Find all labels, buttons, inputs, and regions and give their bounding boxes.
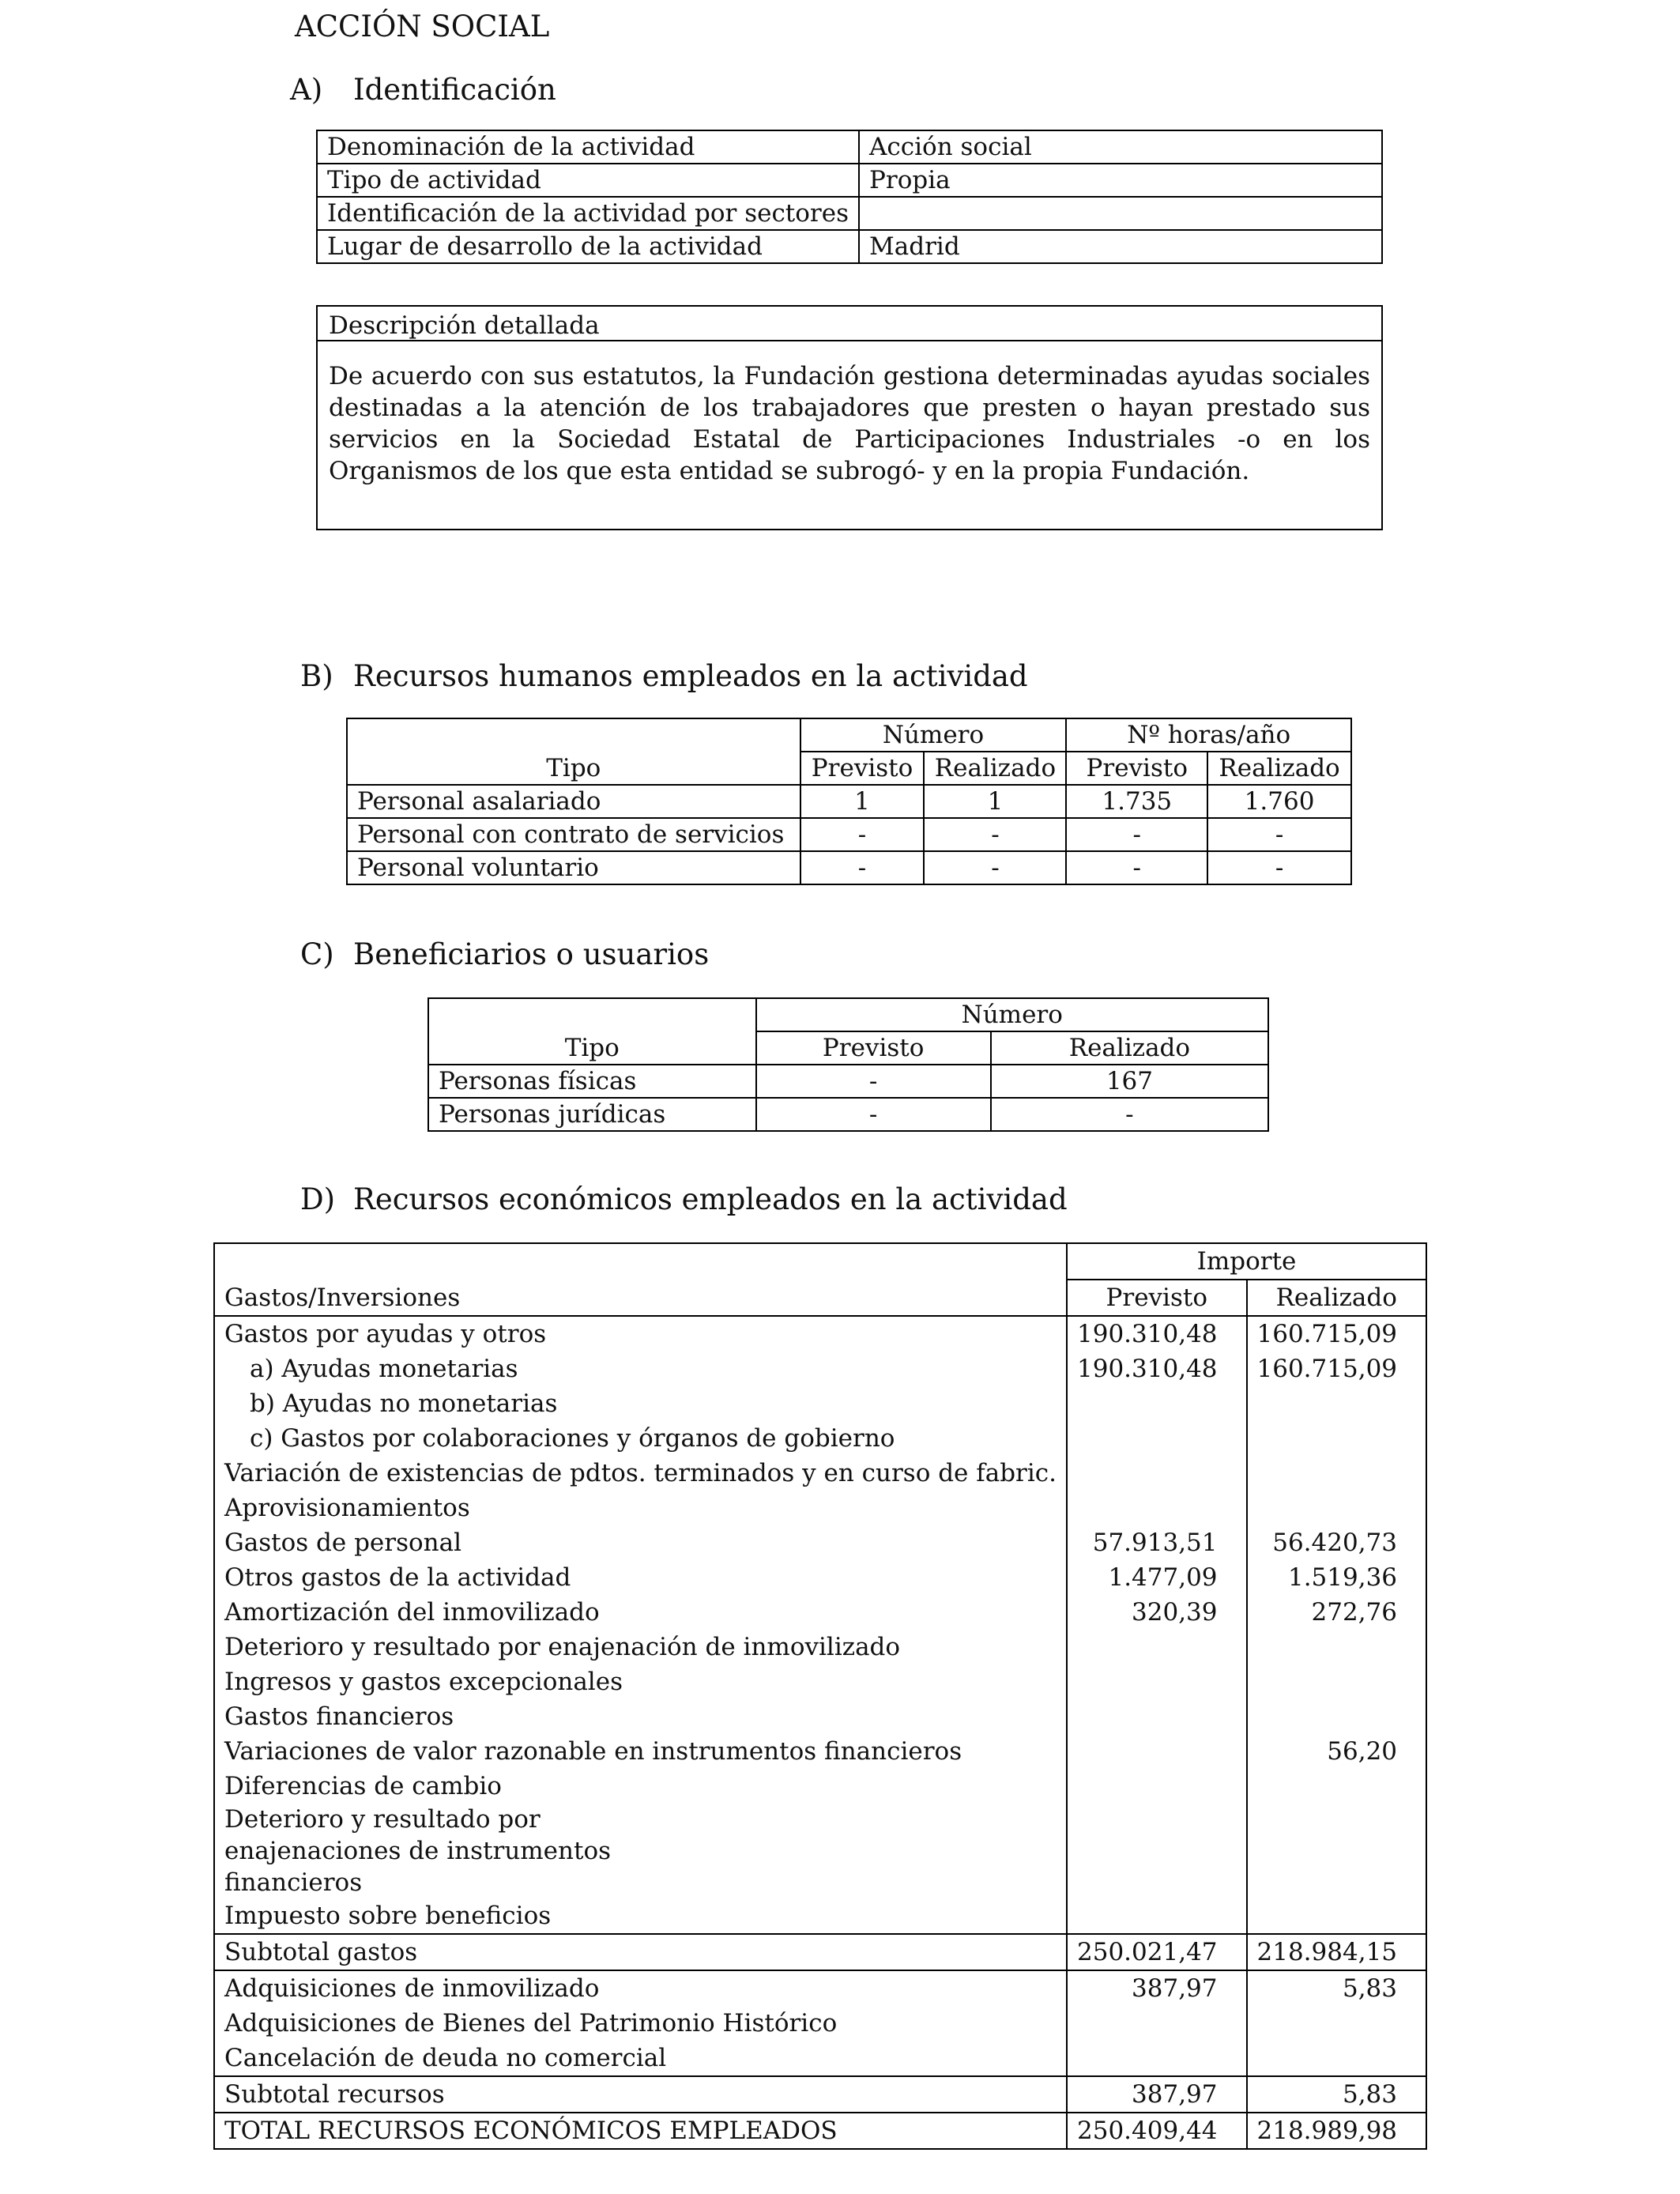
row-label: Cancelación de deuda no comercial (214, 2041, 1067, 2076)
document-title: ACCIÓN SOCIAL (295, 9, 550, 43)
col-previsto-header: Previsto (1067, 1280, 1247, 1316)
realizado-value (1247, 2006, 1427, 2041)
section-a-letter: A) (290, 73, 323, 107)
horas-previsto: 1.735 (1066, 785, 1207, 818)
table-row (428, 1065, 1268, 1098)
table-row (214, 1970, 1426, 2006)
realizado-value (1247, 2041, 1427, 2076)
numero-previsto: - (800, 851, 925, 884)
previsto-value (1067, 1630, 1247, 1664)
row-label: Gastos financieros (214, 1699, 1067, 1734)
id-label: Denominación de la actividad (317, 130, 859, 164)
row-tipo: Personas físicas (428, 1065, 756, 1098)
subtotal-gastos-row (214, 1934, 1426, 1970)
row-label: a) Ayudas monetarias (214, 1351, 1067, 1386)
col-realizado-header: Realizado (1207, 752, 1351, 785)
table-row (214, 1699, 1426, 1734)
realizado-value: 160.715,09 (1247, 1316, 1427, 1351)
previsto-value (1067, 1456, 1247, 1491)
realizado-value (1247, 1804, 1427, 1898)
realizado-value (1247, 1456, 1427, 1491)
col-previsto-header: Previsto (800, 752, 925, 785)
identification-table (316, 130, 1383, 264)
col-realizado-header: Realizado (1247, 1280, 1427, 1316)
row-label: c) Gastos por colaboraciones y órganos de gobierno (214, 1421, 1067, 1456)
table-row (214, 1804, 1426, 1898)
table-row (214, 2041, 1426, 2076)
id-value: Acción social (859, 130, 1382, 164)
total-row (214, 2113, 1426, 2149)
previsto-value (1067, 2006, 1247, 2041)
previsto-value: 190.310,48 (1067, 1316, 1247, 1351)
row-label: Otros gastos de la actividad (214, 1560, 1067, 1595)
realizado-value (1247, 1630, 1427, 1664)
description-box (316, 305, 1383, 530)
horas-previsto: - (1066, 851, 1207, 884)
realizado-value (1247, 1769, 1427, 1804)
table-row (347, 785, 1351, 818)
col-tipo-header: Tipo (428, 1031, 756, 1065)
realizado-value (1247, 1898, 1427, 1934)
realizado-value: 160.715,09 (1247, 1351, 1427, 1386)
row-label: Deterioro y resultado por enajenaciones de instrumentos financieros (214, 1804, 1067, 1898)
row-label: Variaciones de valor razonable en instrumentos financieros (214, 1734, 1067, 1769)
row-label: Ingresos y gastos excepcionales (214, 1664, 1067, 1699)
table-row (214, 1316, 1426, 1351)
previsto-value (1067, 1421, 1247, 1456)
realizado-value: - (991, 1098, 1268, 1131)
table-row (214, 2006, 1426, 2041)
group-numero-header: Número (800, 718, 1067, 752)
identification-row (317, 164, 1382, 197)
row-tipo: Personal con contrato de servicios (347, 818, 800, 851)
section-b-title: Recursos humanos empleados en la actividad (353, 659, 1028, 693)
table-row (347, 851, 1351, 884)
previsto-value: 1.477,09 (1067, 1560, 1247, 1595)
table-row (214, 1630, 1426, 1664)
horas-realizado: 1.760 (1207, 785, 1351, 818)
previsto-value: 320,39 (1067, 1595, 1247, 1630)
economic-resources-table (213, 1242, 1427, 2150)
previsto-value (1067, 1386, 1247, 1421)
realizado-value (1247, 1421, 1427, 1456)
realizado-value (1247, 1664, 1427, 1699)
table-row (214, 1664, 1426, 1699)
numero-previsto: - (800, 818, 925, 851)
horas-previsto: - (1066, 818, 1207, 851)
numero-previsto: 1 (800, 785, 925, 818)
row-tipo: Personal asalariado (347, 785, 800, 818)
section-d-title: Recursos económicos empleados en la actividad (353, 1182, 1068, 1216)
realizado-value (1247, 1386, 1427, 1421)
row-label: Diferencias de cambio (214, 1769, 1067, 1804)
horas-realizado: - (1207, 818, 1351, 851)
realizado-value: 1.519,36 (1247, 1560, 1427, 1595)
previsto-value (1067, 1664, 1247, 1699)
col-tipo-header: Tipo (347, 752, 800, 785)
section-c-title: Beneficiarios o usuarios (353, 937, 710, 971)
table-row (214, 1595, 1426, 1630)
id-value: Propia (859, 164, 1382, 197)
col-gastos-header: Gastos/Inversiones (214, 1280, 1067, 1316)
realizado-value: 272,76 (1247, 1595, 1427, 1630)
description-header: Descripción detallada (318, 307, 1381, 341)
col-realizado-header: Realizado (991, 1031, 1268, 1065)
previsto-value (1067, 1804, 1247, 1898)
row-label: b) Ayudas no monetarias (214, 1386, 1067, 1421)
previsto-value: 250.409,44 (1067, 2113, 1247, 2149)
identification-row (317, 197, 1382, 230)
table-row (214, 1734, 1426, 1769)
row-label: Adquisiciones de inmovilizado (214, 1970, 1067, 2006)
group-importe-header: Importe (1067, 1243, 1426, 1280)
previsto-value: - (756, 1098, 991, 1131)
table-row (214, 1456, 1426, 1491)
realizado-value: 56,20 (1247, 1734, 1427, 1769)
realizado-value: 5,83 (1247, 1970, 1427, 2006)
row-tipo: Personal voluntario (347, 851, 800, 884)
id-value: Madrid (859, 230, 1382, 263)
previsto-value (1067, 1734, 1247, 1769)
section-c-letter: C) (300, 937, 334, 971)
table-row (214, 1351, 1426, 1386)
table-row (214, 1491, 1426, 1525)
section-d-letter: D) (300, 1182, 336, 1216)
row-label: Deterioro y resultado por enajenación de inmovilizado (214, 1630, 1067, 1664)
previsto-value: 387,97 (1067, 1970, 1247, 2006)
previsto-value (1067, 1769, 1247, 1804)
previsto-value: 57.913,51 (1067, 1525, 1247, 1560)
row-label: Impuesto sobre beneficios (214, 1898, 1067, 1934)
previsto-value (1067, 2041, 1247, 2076)
realizado-value: 56.420,73 (1247, 1525, 1427, 1560)
id-label: Identificación de la actividad por sectores (317, 197, 859, 230)
col-previsto-header: Previsto (756, 1031, 991, 1065)
previsto-value (1067, 1491, 1247, 1525)
row-label: Amortización del inmovilizado (214, 1595, 1067, 1630)
previsto-value: 190.310,48 (1067, 1351, 1247, 1386)
id-label: Tipo de actividad (317, 164, 859, 197)
previsto-value: - (756, 1065, 991, 1098)
group-horas-header: Nº horas/año (1066, 718, 1351, 752)
row-label: Variación de existencias de pdtos. terminados y en curso de fabric. (214, 1456, 1067, 1491)
numero-realizado: - (924, 851, 1066, 884)
col-realizado-header: Realizado (924, 752, 1066, 785)
id-label: Lugar de desarrollo de la actividad (317, 230, 859, 263)
realizado-value (1247, 1491, 1427, 1525)
row-label: TOTAL RECURSOS ECONÓMICOS EMPLEADOS (214, 2113, 1067, 2149)
previsto-value (1067, 1898, 1247, 1934)
table-row (214, 1525, 1426, 1560)
id-value (859, 197, 1382, 230)
description-text: De acuerdo con sus estatutos, la Fundación gestiona determinadas ayudas sociales destinadas a la atención de los trabajadores que presten o hayan prestado sus servicios en la Sociedad Estatal de Participaciones Industriales -o en los Organismos de los que esta entidad se subrogó- y en la propia Fundación. (329, 362, 1370, 485)
table-row (214, 1769, 1426, 1804)
subtotal-recursos-row (214, 2076, 1426, 2113)
numero-realizado: 1 (924, 785, 1066, 818)
realizado-value: 218.984,15 (1247, 1934, 1427, 1970)
table-row (214, 1421, 1426, 1456)
col-previsto-header: Previsto (1066, 752, 1207, 785)
realizado-value: 5,83 (1247, 2076, 1427, 2113)
previsto-value (1067, 1699, 1247, 1734)
table-row (214, 1386, 1426, 1421)
table-row (214, 1560, 1426, 1595)
row-label: Subtotal recursos (214, 2076, 1067, 2113)
realizado-value (1247, 1699, 1427, 1734)
previsto-value: 250.021,47 (1067, 1934, 1247, 1970)
row-label: Gastos de personal (214, 1525, 1067, 1560)
row-label: Aprovisionamientos (214, 1491, 1067, 1525)
table-row (428, 1098, 1268, 1131)
identification-row (317, 130, 1382, 164)
previsto-value: 387,97 (1067, 2076, 1247, 2113)
numero-realizado: - (924, 818, 1066, 851)
row-label: Adquisiciones de Bienes del Patrimonio Histórico (214, 2006, 1067, 2041)
row-label: Gastos por ayudas y otros (214, 1316, 1067, 1351)
beneficiaries-table (428, 997, 1269, 1132)
row-label: Subtotal gastos (214, 1934, 1067, 1970)
identification-row (317, 230, 1382, 263)
group-numero-header: Número (756, 998, 1269, 1031)
horas-realizado: - (1207, 851, 1351, 884)
realizado-value: 167 (991, 1065, 1268, 1098)
section-a-title: Identificación (353, 73, 556, 107)
table-row (347, 818, 1351, 851)
realizado-value: 218.989,98 (1247, 2113, 1427, 2149)
human-resources-table (346, 718, 1352, 885)
row-tipo: Personas jurídicas (428, 1098, 756, 1131)
table-row (214, 1898, 1426, 1934)
section-b-letter: B) (300, 659, 333, 693)
